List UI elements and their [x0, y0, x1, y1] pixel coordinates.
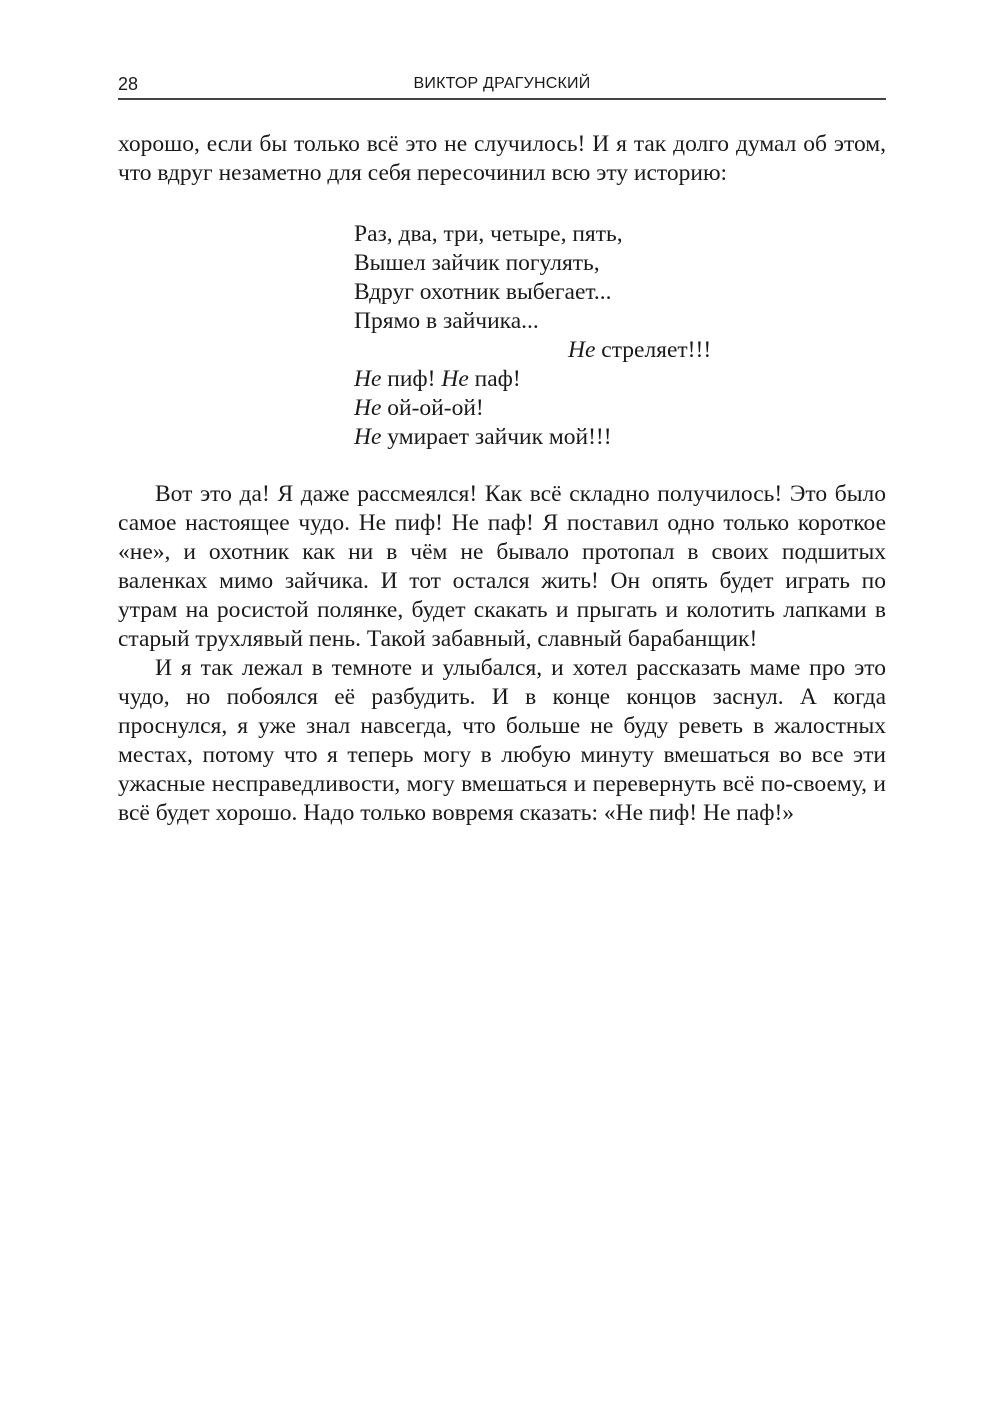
poem-text: стреляет!!!	[595, 337, 712, 363]
poem-line-4: Прямо в зайчика...	[354, 308, 539, 334]
page-number: 28	[118, 74, 139, 94]
intro-block	[118, 130, 886, 188]
poem-line-8	[354, 423, 734, 452]
poem-emphasis: Не	[441, 366, 469, 392]
poem-text: ой-ой-ой!	[381, 395, 484, 421]
body-block	[118, 480, 886, 828]
poem-line-1: Раз, два, три, четыре, пять,	[354, 221, 623, 247]
page-header	[118, 72, 886, 100]
body-paragraph-2: И я так лежал в темноте и улыбался, и хотел рассказать маме про это чудо, но побоялся её разбудить. И в конце концов заснул. А когда проснулся, я уже знал навсегда, что больше не буду реветь в жалостных местах, потому что я теперь могу в любую минуту вмешаться во все эти ужасные несправедливости, могу вмешаться и перевернуть всё по-своему, и всё будет хорошо. Надо только вовремя сказать: «Не пиф! Не паф!»	[118, 655, 886, 826]
poem-emphasis: Не	[354, 395, 382, 421]
body-paragraph-1: Вот это да! Я даже рассмеялся! Как всё складно получилось! Это было самое настоящее чудо. Не пиф! Не паф! Я поставил одно только короткое «не», и охотник как ни в чём не бывало протопал в своих подшитых валенках мимо зайчика. И тот остался жить! Он опять будет играть по утрам на росистой полянке, будет скакать и прыгать и колотить лапками в старый трухлявый пень. Такой забавный, славный барабанщик!	[118, 481, 886, 652]
poem-line-6	[354, 365, 734, 394]
running-title: ВИКТОР ДРАГУНСКИЙ	[413, 75, 591, 92]
poem-line-7	[354, 394, 734, 423]
poem-line-2: Вышел зайчик погулять,	[354, 250, 600, 276]
poem-line-5	[354, 336, 734, 365]
poem-emphasis: Не	[354, 424, 382, 450]
poem-emphasis: Не	[354, 366, 382, 392]
poem-text: паф!	[468, 366, 521, 392]
poem	[354, 220, 734, 452]
poem-text: пиф!	[381, 366, 442, 392]
poem-emphasis: Не	[568, 337, 596, 363]
intro-paragraph: хорошо, если бы только всё это не случилось! И я так долго думал об этом, что вдруг незаметно для себя пересочинил всю эту историю:	[118, 131, 886, 186]
poem-line-3: Вдруг охотник выбегает...	[354, 279, 612, 305]
poem-text: умирает зайчик мой!!!	[381, 424, 612, 450]
